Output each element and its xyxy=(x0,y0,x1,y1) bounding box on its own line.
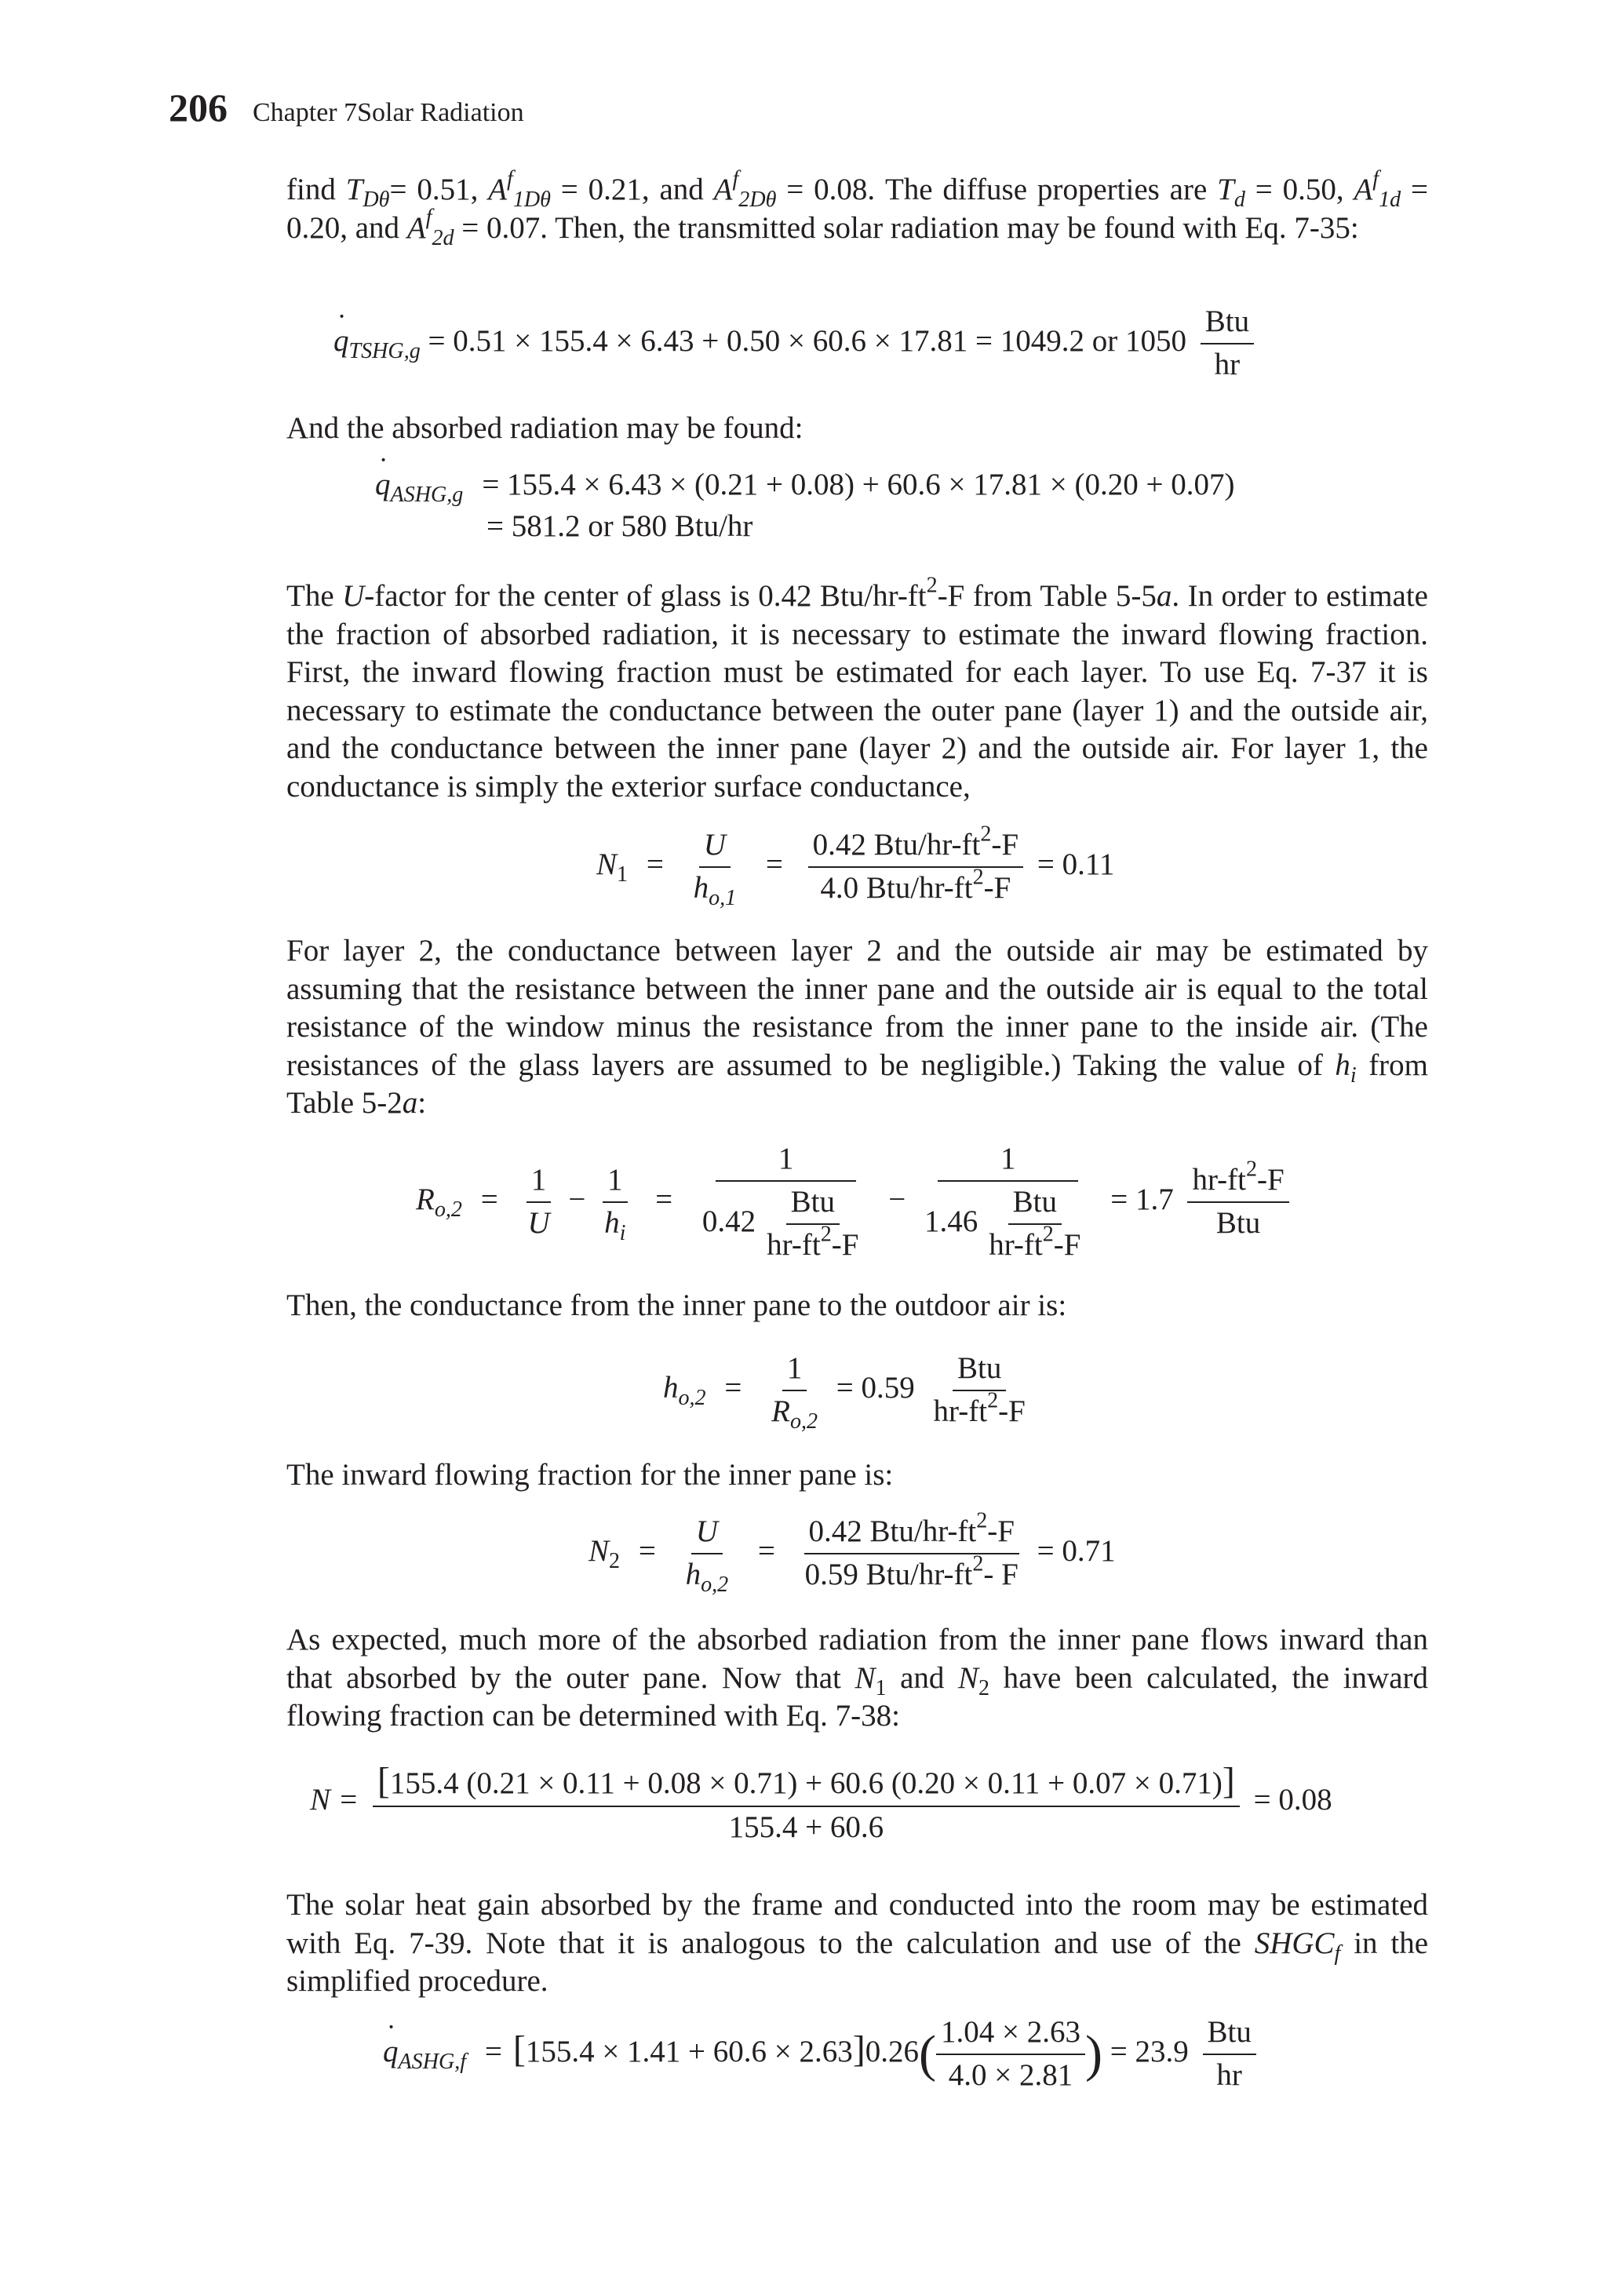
paragraph-as-expected: As expected, much more of the absorbed radiation from the inner pane flows inward than that absorbed by the outer pane. Now that $N_1$ and $N_2$ have been calculated, the inward flowing fraction can be determined with Eq. 7-38: xyxy=(286,1623,1428,1733)
running-header xyxy=(169,85,524,130)
equation-absorbed-radiation: ˙ $q_{ASHG,g} = 155.4 \times 6.43 \times (0.21 + 0.08) + 60.6 \times 17.81 \times (0.20 + 0.07)$ = 581.2 or 580 Btu/hr xyxy=(375,468,1234,545)
paragraph-conductance-intro: Then, the conductance from the inner pane to the outdoor air is: xyxy=(286,1288,1067,1322)
equation-transmitted-radiation: ˙ $q_{TSHG,g} = 0.51 \times 155.4 \times 6.43 + 0.50 \times 60.6 \times 17.81 = 1049.2$ or 1050 $\frac{\text{Btu}}{hr}$ xyxy=(333,304,1260,383)
paragraph-absorbed-intro: And the absorbed radiation may be found: xyxy=(286,411,804,445)
equation-ro2: $R_{o,2}$ = $\frac{1}{U}$ − $\frac{1}{h_i}$ = 1 0.42 $\frac{\text{Btu}}{hr-ft^2-F}$ − 1 1.46 $\frac{\text{Btu}}{hr-ft^2-F}$ = 1.7 $\frac{hr-ft^2-F}{\text{Btu}}$ xyxy=(416,1142,1295,1263)
paragraph-frame-heat-gain: The solar heat gain absorbed by the frame and conducted into the room may be estimated with Eq. 7-39. Note that it is analogous to the calculation and use of the $SHGC_f$ in the simplified procedure. xyxy=(286,1888,1429,1998)
paragraph-diffuse-properties: find $T_{D\theta}= 0.51$, $A^f_{1D\theta} = 0.21$, and $A^f_{2D\theta} = 0.08$. The diffuse properties are $T_d = 0.50$, $A^f_{1d} = 0.20$, and $A^f_{2d} = 0.07$. Then, the transmitted solar radiation may be found with Eq. 7-35: xyxy=(286,166,1429,250)
equation-n2: $N_2$ = $\frac{U}{h_{o,2}}$ = $\frac{0.42 Btu/hr-ft^2-F}{0.59 Btu/hr-ft^2- F}$ = 0.71 xyxy=(589,1508,1116,1597)
paragraph-layer2: For layer 2, the conductance between layer 2 and the outside air may be estimated by assuming that the resistance between the inner pane and the outside air is equal to the total resistance of the window minus the resistance from the inner pane to the inside air. (The resistances of the glass layers are assumed to be negligible.) Taking the value of $h_i$ from Table 5-2a: xyxy=(286,934,1428,1120)
paragraph-u-factor: The U-factor for the center of glass is 0.42 Btu/$hr-ft^2-F$ from Table 5-5a. In order to estimate the fraction of absorbed radiation, it is necessary to estimate the inward flowing fraction. First, the inward flowing fraction must be estimated for each layer. To use Eq. 7-37 it is necessary to estimate the conductance between the outer pane (layer 1) and the outside air, and the conductance between the inner pane (layer 2) and the outside air. For layer 1, the conductance is simply the exterior surface conductance, xyxy=(286,573,1428,804)
section-label: Solar Radiation xyxy=(357,98,524,127)
chapter-label: Chapter 7 xyxy=(253,98,358,127)
page-number: 206 xyxy=(169,86,228,129)
equation-n-total: N = [155.4 (0.21 × 0.11 + 0.08 × 0.71) + 60.6 (0.20 × 0.11 + 0.07 × 0.71)] 155.4 + 60.6 = 0.08 xyxy=(310,1760,1332,1845)
equation-n1: $N_1$ = $\frac{U}{h_{o,1}}$ = $\frac{0.42 Btu/hr-ft^2-F}{4.0 Btu/hr-ft^2-F}$ = 0.11 xyxy=(596,822,1115,910)
equation-ho2: $h_{o,2}$ = $\frac{1}{R_{o,2}}$ = 0.59 $\frac{\text{Btu}}{hr-ft^2-F}$ xyxy=(663,1351,1026,1434)
equation-frame-absorbed: ˙ $q_{ASHG,f} = [155.4 \times 1.41 + 60.6 \times 2.63]0.26$( $\frac{1.04 \times 2.63}{4.0 \times 2.81}$ ) = 23.9 $\frac{\text{Btu}}{hr}$ xyxy=(383,2015,1263,2094)
paragraph-inward-fraction-intro: The inward flowing fraction for the inner pane is: xyxy=(286,1458,894,1492)
